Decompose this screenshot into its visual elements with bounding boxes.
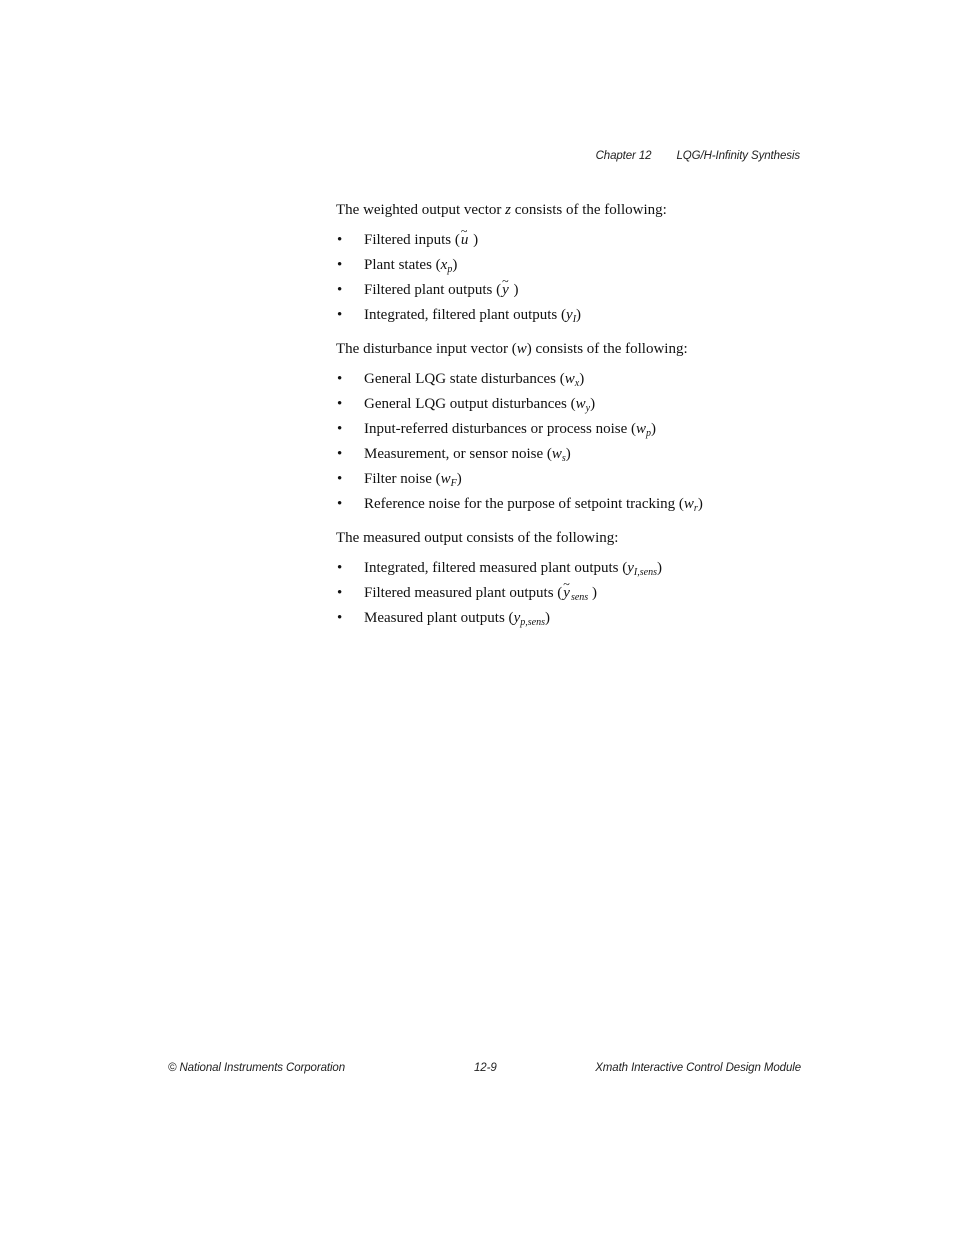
math-subscript: r [693, 503, 698, 514]
item-text: Filtered plant outputs ( [364, 282, 502, 298]
header-chapter-title: LQG/H-Infinity Synthesis [676, 150, 800, 162]
item-text: Filtered measured plant outputs ( [364, 585, 563, 601]
math-subscript: p,sens [520, 617, 545, 628]
list-item [336, 607, 806, 629]
list-item [336, 418, 806, 440]
math-symbol: z [505, 202, 511, 218]
header-chapter: Chapter 12 [595, 150, 652, 162]
math-symbol: x [440, 257, 448, 273]
footer-page-number: 12-9 [474, 1062, 497, 1074]
list-item [336, 229, 806, 251]
math-subscript: x [574, 378, 580, 389]
intro-text: ) consists of the following: [526, 341, 688, 357]
intro-text: The disturbance input vector ( [336, 341, 517, 357]
section-intro [336, 199, 806, 221]
item-text: Plant states ( [364, 257, 441, 273]
intro-text: The weighted output vector [336, 202, 506, 218]
list-item [336, 443, 806, 465]
bullet-list [336, 368, 806, 515]
list-item [336, 279, 806, 301]
item-text: Integrated, filtered plant outputs ( [364, 307, 567, 323]
item-text: Measured plant outputs ( [364, 610, 514, 626]
item-text: Filter noise ( [364, 471, 441, 487]
math-symbol: w [683, 496, 694, 512]
list-item [336, 393, 806, 415]
running-header [596, 150, 800, 162]
list-item [336, 582, 806, 604]
item-text: General LQG state disturbances ( [364, 371, 565, 387]
intro-text: consists of the following: [510, 202, 667, 218]
math-symbol: w [440, 471, 451, 487]
section-intro [336, 338, 806, 360]
item-close: ) [509, 282, 519, 298]
math-symbol: w [551, 446, 562, 462]
list-item [336, 254, 806, 276]
item-close: ) [565, 446, 571, 462]
math-symbol: y [627, 560, 634, 576]
item-text: Filtered inputs ( [364, 232, 460, 248]
body-text [336, 199, 806, 641]
item-text: Reference noise for the purpose of setpoint tracking ( [364, 496, 684, 512]
math-symbol: w [516, 341, 527, 357]
item-close: ) [590, 396, 596, 412]
math-subscript: I [572, 314, 577, 325]
math-symbol: y ~ [501, 279, 510, 301]
math-symbol: w [575, 396, 586, 412]
math-symbol: u ~ [460, 229, 470, 251]
item-text: General LQG output disturbances ( [364, 396, 576, 412]
math-symbol: y [513, 610, 521, 626]
section-intro [336, 527, 806, 549]
item-close: ) [588, 585, 597, 601]
footer-manual-title: Xmath Interactive Control Design Module [595, 1062, 801, 1074]
item-close: ) [544, 610, 550, 626]
list-item [336, 493, 806, 515]
page-footer [168, 1062, 801, 1078]
item-close: ) [452, 257, 458, 273]
item-text: Input-referred disturbances or process noise ( [364, 421, 636, 437]
math-subscript: y [585, 403, 591, 414]
math-subscript: p [447, 264, 453, 275]
math-subscript: s [561, 453, 566, 464]
bullet-list [336, 557, 806, 629]
item-close: ) [579, 371, 585, 387]
math-symbol: y ~ [562, 582, 571, 604]
item-close: ) [651, 421, 656, 437]
item-close: ) [456, 471, 462, 487]
math-subscript: sens [570, 592, 589, 603]
list-item [336, 557, 806, 579]
footer-copyright: © National Instruments Corporation [168, 1062, 346, 1074]
item-text: Measurement, or sensor noise ( [364, 446, 552, 462]
item-close: ) [469, 232, 479, 248]
math-symbol: y [566, 307, 573, 323]
list-item [336, 368, 806, 390]
math-subscript: F [450, 478, 457, 489]
math-subscript: I,sens [633, 567, 657, 578]
item-close: ) [697, 496, 703, 512]
item-text: Integrated, filtered measured plant outputs ( [364, 560, 628, 576]
item-close: ) [656, 560, 662, 576]
math-symbol: w [564, 371, 575, 387]
math-subscript: p [646, 428, 651, 439]
intro-text: The measured output consists of the following: [336, 530, 619, 546]
list-item [336, 304, 806, 326]
list-item [336, 468, 806, 490]
item-close: ) [576, 307, 582, 323]
math-symbol: w [635, 421, 646, 437]
bullet-list [336, 229, 806, 326]
